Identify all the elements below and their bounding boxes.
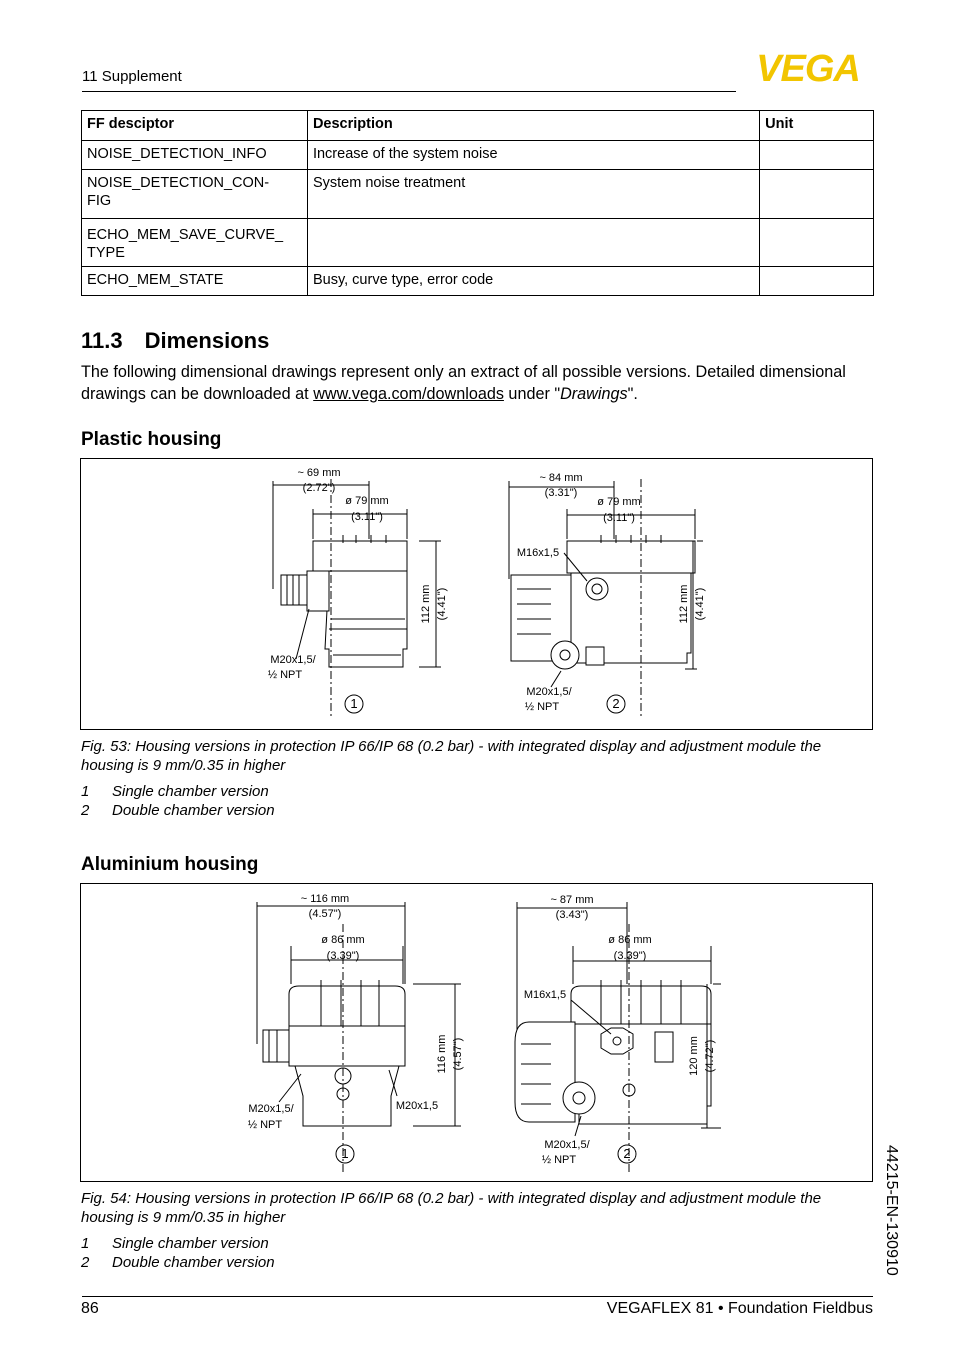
header-rule bbox=[82, 91, 736, 92]
plastic-double-height-in: (4.41") bbox=[694, 587, 706, 621]
section-title: Dimensions bbox=[144, 328, 270, 353]
table-cell: ECHO_MEM_SAVE_CURVE_ TYPE bbox=[82, 219, 308, 267]
section-header: 11 Supplement bbox=[82, 68, 182, 85]
column-header: Unit bbox=[760, 111, 874, 141]
plastic-double-height: 112 mm bbox=[678, 584, 690, 624]
table-cell bbox=[760, 141, 874, 170]
aluminium-caption: Fig. 54: Housing versions in protection IP 66/IP 68 (0.2 bar) - with integrated display and adjustment module the housing is 9 mm/0.35 in higher bbox=[81, 1190, 822, 1226]
plastic-single-width-in: (2.72") bbox=[302, 482, 336, 494]
intro-emphasis: Drawings bbox=[560, 385, 628, 403]
table-row bbox=[82, 141, 874, 170]
plastic-single-height-in: (4.41") bbox=[436, 587, 448, 621]
product-name: VEGAFLEX 81 • Foundation Fieldbus bbox=[606, 1300, 873, 1317]
table-cell: NOISE_DETECTION_CON- FIG bbox=[82, 170, 308, 219]
table-header-row bbox=[82, 111, 874, 141]
plastic-single-dia-in: (3.11") bbox=[351, 511, 383, 523]
table-cell: Increase of the system noise bbox=[307, 141, 759, 170]
intro-text: ". bbox=[627, 385, 638, 403]
plastic-single-height: 112 mm bbox=[420, 584, 432, 624]
alu-double-width: ~ 87 mm bbox=[550, 894, 594, 906]
alu-single-height: 116 mm bbox=[436, 1034, 448, 1074]
plastic-double-thread1: M20x1,5/ bbox=[526, 686, 572, 698]
plastic-double-m16: M16x1,5 bbox=[516, 547, 560, 559]
alu-single-height-in: (4.57") bbox=[452, 1037, 464, 1071]
table-row bbox=[82, 170, 874, 219]
alu-double-dia-in: (3.39") bbox=[613, 950, 647, 962]
plastic-legend bbox=[81, 782, 275, 820]
intro-text: The following dimensional drawings represent only an extract of all possible versions. Detailed dimensional drawings can be downloaded at bbox=[81, 363, 846, 403]
alu-single-dia: ø 86 mm bbox=[321, 934, 365, 946]
aluminium-housing-figure bbox=[80, 883, 873, 1182]
alu-single-dia-in: (3.39") bbox=[326, 950, 360, 962]
intro-paragraph bbox=[81, 361, 871, 405]
plastic-single-width: ~ 69 mm bbox=[297, 467, 341, 479]
alu-double-dia: ø 86 mm bbox=[608, 934, 652, 946]
section-heading bbox=[81, 328, 269, 354]
table-cell bbox=[307, 219, 759, 267]
column-header: Description bbox=[307, 111, 759, 141]
table-cell bbox=[760, 170, 874, 219]
alu-single-thread2: ½ NPT bbox=[247, 1119, 283, 1131]
section-number: 11.3 bbox=[81, 328, 123, 353]
plastic-housing-figure bbox=[80, 458, 873, 730]
document-id: 44215-EN-130910 bbox=[883, 1145, 900, 1276]
table-cell: System noise treatment bbox=[307, 170, 759, 219]
aluminium-legend bbox=[81, 1234, 275, 1272]
plastic-double-width: ~ 84 mm bbox=[539, 472, 583, 484]
plastic-double-width-in: (3.31") bbox=[544, 487, 578, 499]
alu-single-thread1: M20x1,5/ bbox=[248, 1103, 294, 1115]
alu-double-thread1: M20x1,5/ bbox=[544, 1139, 590, 1151]
table-row bbox=[82, 219, 874, 267]
aluminium-housing-heading: Aluminium housing bbox=[81, 854, 259, 875]
alu-double-m16: M16x1,5 bbox=[523, 989, 567, 1001]
table-row bbox=[82, 267, 874, 296]
ff-descriptor-table bbox=[81, 110, 874, 296]
table-cell bbox=[760, 267, 874, 296]
alu-double-thread2: ½ NPT bbox=[541, 1154, 577, 1166]
footer-rule bbox=[82, 1296, 873, 1297]
alu-double-width-in: (3.43") bbox=[555, 909, 589, 921]
alu-single-width: ~ 116 mm bbox=[300, 893, 350, 905]
table-cell: Busy, curve type, error code bbox=[307, 267, 759, 296]
table-cell bbox=[760, 219, 874, 267]
legend-item: 2 Double chamber version bbox=[81, 802, 275, 819]
table-cell: NOISE_DETECTION_INFO bbox=[82, 141, 308, 170]
plastic-double-dia-in: (3.11") bbox=[603, 512, 635, 524]
plastic-double-dia: ø 79 mm bbox=[597, 496, 641, 508]
plastic-marker-1: 1 bbox=[350, 696, 358, 711]
downloads-link[interactable]: www.vega.com/downloads bbox=[313, 385, 504, 403]
svg-text:VEGA: VEGA bbox=[756, 50, 860, 86]
column-header: FF desciptor bbox=[82, 111, 308, 141]
plastic-housing-heading: Plastic housing bbox=[81, 429, 222, 450]
intro-text: under " bbox=[503, 385, 561, 403]
legend-item: 1 Single chamber version bbox=[81, 1235, 269, 1252]
alu-marker-1: 1 bbox=[341, 1146, 349, 1161]
page-number: 86 bbox=[81, 1300, 99, 1317]
plastic-single-thread1: M20x1,5/ bbox=[270, 654, 316, 666]
plastic-single-thread2: ½ NPT bbox=[267, 669, 303, 681]
alu-marker-2: 2 bbox=[623, 1146, 631, 1161]
legend-item: 1 Single chamber version bbox=[81, 783, 269, 800]
table-cell: ECHO_MEM_STATE bbox=[82, 267, 308, 296]
alu-single-m20: M20x1,5 bbox=[395, 1100, 439, 1112]
legend-item: 2 Double chamber version bbox=[81, 1254, 275, 1271]
vega-logo bbox=[742, 50, 874, 91]
alu-double-height: 120 mm bbox=[688, 1036, 700, 1076]
plastic-single-dia: ø 79 mm bbox=[345, 495, 389, 507]
aluminium-housing-drawing bbox=[81, 884, 872, 1181]
plastic-caption: Fig. 53: Housing versions in protection IP 66/IP 68 (0.2 bar) - with integrated display and adjustment module the housing is 9 mm/0.35 in higher bbox=[81, 738, 822, 774]
alu-double-height-in: (4.72") bbox=[704, 1039, 716, 1073]
plastic-double-thread2: ½ NPT bbox=[524, 701, 560, 713]
alu-single-width-in: (4.57") bbox=[308, 908, 342, 920]
plastic-housing-drawing bbox=[81, 459, 872, 729]
plastic-marker-2: 2 bbox=[612, 696, 620, 711]
